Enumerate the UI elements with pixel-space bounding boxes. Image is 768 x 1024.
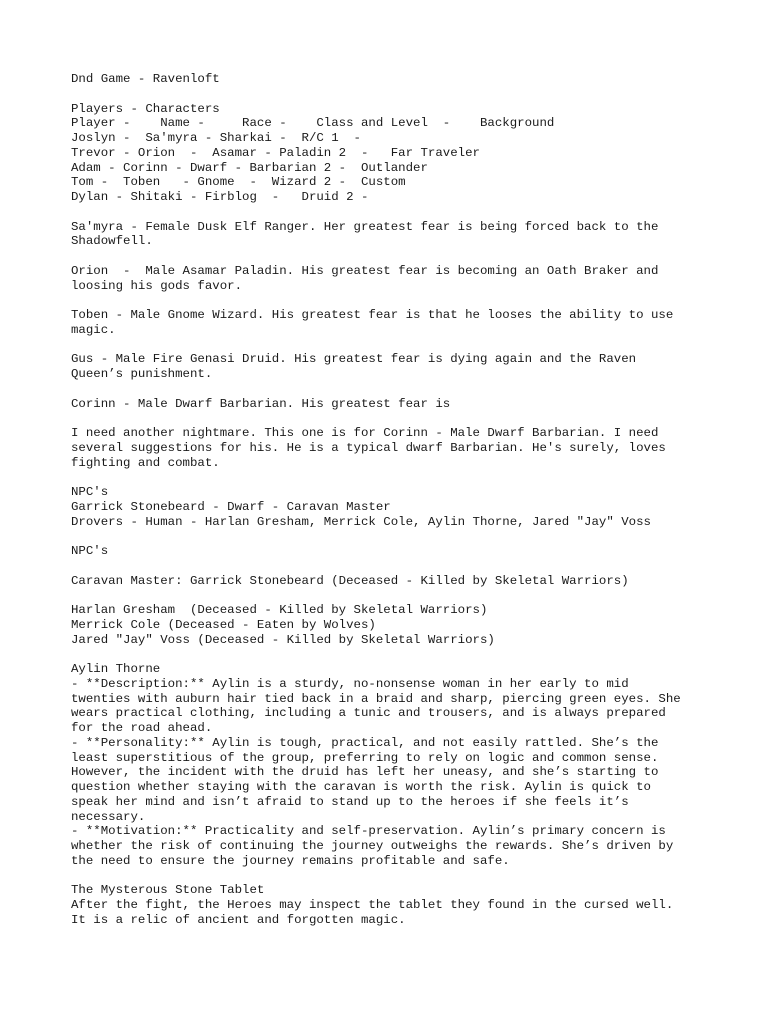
player-row: Dylan - Shitaki - Firblog - Druid 2 - [71, 190, 369, 204]
spacer [71, 559, 731, 574]
fear-samyra: Sa'myra - Female Dusk Elf Ranger. Her greatest fear is being forced back to the [71, 219, 659, 234]
aylin-name: Aylin Thorne [71, 662, 161, 676]
spacer [71, 87, 731, 102]
spacer [71, 529, 731, 544]
spacer [71, 293, 731, 308]
npc-line: Drovers - Human - Harlan Gresham, Merrick Cole, Aylin Thorne, Jared "Jay" Voss [71, 514, 651, 529]
aylin-line: - **Motivation:** Practicality and self-preservation. Aylin’s primary concern is [71, 824, 666, 839]
player-row: Tom - Toben - Gnome - Wizard 2 - Custom [71, 175, 406, 190]
nightmare-request: I need another nightmare. This one is for Corinn - Male Dwarf Barbarian. I need [71, 426, 659, 440]
fear-samyra-cont: Shadowfell. [71, 234, 153, 249]
npcs-status-heading: NPC's [71, 544, 109, 558]
fear-orion: Orion - Male Asamar Paladin. His greatest fear is becoming an Oath Braker and [71, 263, 659, 278]
drover-status: Merrick Cole (Deceased - Eaten by Wolves) [71, 617, 376, 632]
spacer [71, 588, 731, 603]
spacer [71, 205, 731, 220]
aylin-line: whether the risk of continuing the journey outweighs the rewards. She’s driven by [71, 839, 674, 853]
spacer [71, 470, 731, 485]
player-row: Joslyn - Sa'myra - Sharkai - R/C 1 - [71, 131, 361, 145]
fear-corinn: Corinn - Male Dwarf Barbarian. His greatest fear is [71, 396, 451, 411]
aylin-line: However, the incident with the druid has left her uneasy, and she’s starting to [71, 765, 659, 780]
fear-gus-cont: Queen’s punishment. [71, 367, 213, 381]
npcs-heading: NPC's [71, 485, 109, 499]
aylin-line: - **Personality:** Aylin is tough, practical, and not easily rattled. She’s the [71, 735, 659, 750]
aylin-line: necessary. [71, 809, 146, 824]
fear-toben: Toben - Male Gnome Wizard. His greatest fear is that he looses the ability to use [71, 308, 674, 322]
tablet-heading: The Mysterous Stone Tablet [71, 883, 265, 898]
spacer [71, 411, 731, 426]
fear-toben-cont: magic. [71, 322, 116, 337]
aylin-line: wears practical clothing, including a tunic and trousers, and is always prepared [71, 706, 666, 721]
nightmare-request: fighting and combat. [71, 455, 220, 470]
document-page [71, 72, 731, 928]
aylin-line: question whether staying with the caravan is worth the risk. Aylin is quick to [71, 780, 651, 794]
document-title: Dnd Game - Ravenloft [71, 72, 220, 86]
nightmare-request: several suggestions for his. He is a typical dwarf Barbarian. He's surely, loves [71, 440, 666, 455]
drover-status: Jared "Jay" Voss (Deceased - Killed by Skeletal Warriors) [71, 632, 495, 647]
aylin-line: the need to ensure the journey remains profitable and safe. [71, 853, 510, 868]
fear-orion-cont: loosing his gods favor. [71, 278, 243, 293]
players-columns: Player - Name - Race - Class and Level - Background [71, 116, 555, 131]
tablet-line: After the fight, the Heroes may inspect the tablet they found in the cursed well. [71, 898, 674, 912]
players-heading: Players - Characters [71, 101, 220, 116]
npc-line: Garrick Stonebeard - Dwarf - Caravan Master [71, 499, 391, 514]
aylin-line: least superstitious of the group, preferring to rely on logic and common sense. [71, 750, 659, 765]
aylin-line: - **Description:** Aylin is a sturdy, no-nonsense woman in her early to mid [71, 676, 629, 691]
aylin-line: twenties with auburn hair tied back in a braid and sharp, piercing green eyes. She [71, 691, 681, 706]
player-row: Trevor - Orion - Asamar - Paladin 2 - Far Traveler [71, 145, 480, 160]
caravan-master-status: Caravan Master: Garrick Stonebeard (Deceased - Killed by Skeletal Warriors) [71, 573, 629, 588]
aylin-line: speak her mind and isn’t afraid to stand up to the heroes if she feels it’s [71, 794, 629, 809]
aylin-line: for the road ahead. [71, 721, 213, 735]
tablet-line: It is a relic of ancient and forgotten magic. [71, 912, 406, 927]
drover-status: Harlan Gresham (Deceased - Killed by Skeletal Warriors) [71, 603, 488, 617]
spacer [71, 869, 731, 884]
player-row: Adam - Corinn - Dwarf - Barbarian 2 - Outlander [71, 160, 428, 175]
fear-gus: Gus - Male Fire Genasi Druid. His greatest fear is dying again and the Raven [71, 352, 637, 367]
spacer [71, 249, 731, 264]
spacer [71, 382, 731, 397]
spacer [71, 338, 731, 353]
spacer [71, 647, 731, 662]
